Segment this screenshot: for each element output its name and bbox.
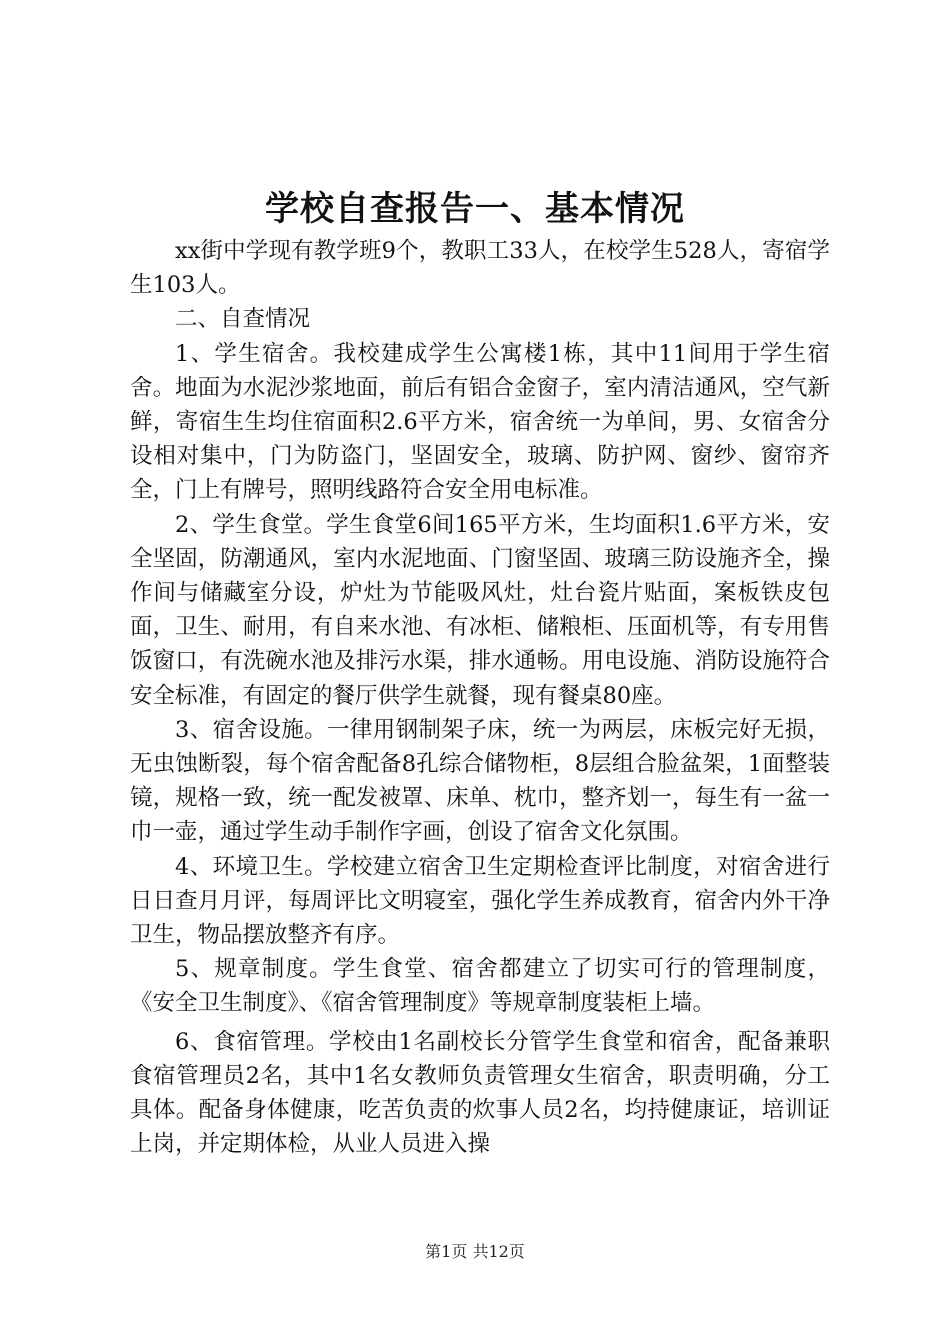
document-body	[130, 234, 830, 1161]
paragraph-canteen: 2、学生食堂。学生食堂6间165平方米，生均面积1.6平方米，安全坚固，防潮通风，室内水泥地面、门窗坚固、玻璃三防设施齐全，操作间与储藏室分设，炉灶为节能吸风灶，灶台瓷片贴面，案板铁皮包面，卫生、耐用，有自来水池、有冰柜、储粮柜、压面机等，有专用售饭窗口，有洗碗水池及排污水渠，排水通畅。用电设施、消防设施符合安全标准，有固定的餐厅供学生就餐，现有餐桌80座。	[130, 511, 830, 709]
paragraph-basic-info: xx街中学现有教学班9个，教职工33人，在校学生528人，寄宿学生103人。	[130, 238, 830, 299]
paragraph-environment: 4、环境卫生。学校建立宿舍卫生定期检查评比制度，对宿舍进行日日查月月评，每周评比文明寝室，强化学生养成教育，宿舍内外干净卫生，物品摆放整齐有序。	[130, 853, 830, 949]
document-title: 学校自查报告一、基本情况	[265, 189, 685, 229]
paragraph-management: 6、食宿管理。学校由1名副校长分管学生食堂和宿舍，配备兼职食宿管理员2名，其中1名女教师负责管理女生宿舍，职责明确，分工具体。配备身体健康，吃苦负责的炊事人员2名，均持健康证，培训证上岗，并定期体检，从业人员进入操	[130, 1028, 830, 1158]
paragraph-dormitory: 1、学生宿舍。我校建成学生公寓楼1栋，其中11间用于学生宿舍。地面为水泥沙浆地面，前后有铝合金窗子，室内清洁通风，空气新鲜，寄宿生生均住宿面积2.6平方米，宿舍统一为单间，男、女宿舍分设相对集中，门为防盗门，坚固安全，玻璃、防护网、窗纱、窗帘齐全，门上有牌号，照明线路符合安全用电标准。	[130, 340, 830, 504]
section-heading-self-check: 二、自查情况	[175, 306, 311, 333]
paragraph-dorm-facilities: 3、宿舍设施。一律用钢制架子床，统一为两层，床板完好无损，无虫蚀断裂，每个宿舍配备8孔综合储物柜，8层组合脸盆架，1面整装镜，规格一致，统一配发被罩、床单、枕巾，整齐划一，每生有一盆一巾一壶，通过学生动手制作字画，创设了宿舍文化氛围。	[130, 716, 830, 846]
paragraph-regulations: 5、规章制度。学生食堂、宿舍都建立了切实可行的管理制度，《安全卫生制度》、《宿舍管理制度》等规章制度装柜上墙。	[130, 956, 830, 1017]
page-number-footer: 第1页 共12页	[425, 1242, 525, 1261]
